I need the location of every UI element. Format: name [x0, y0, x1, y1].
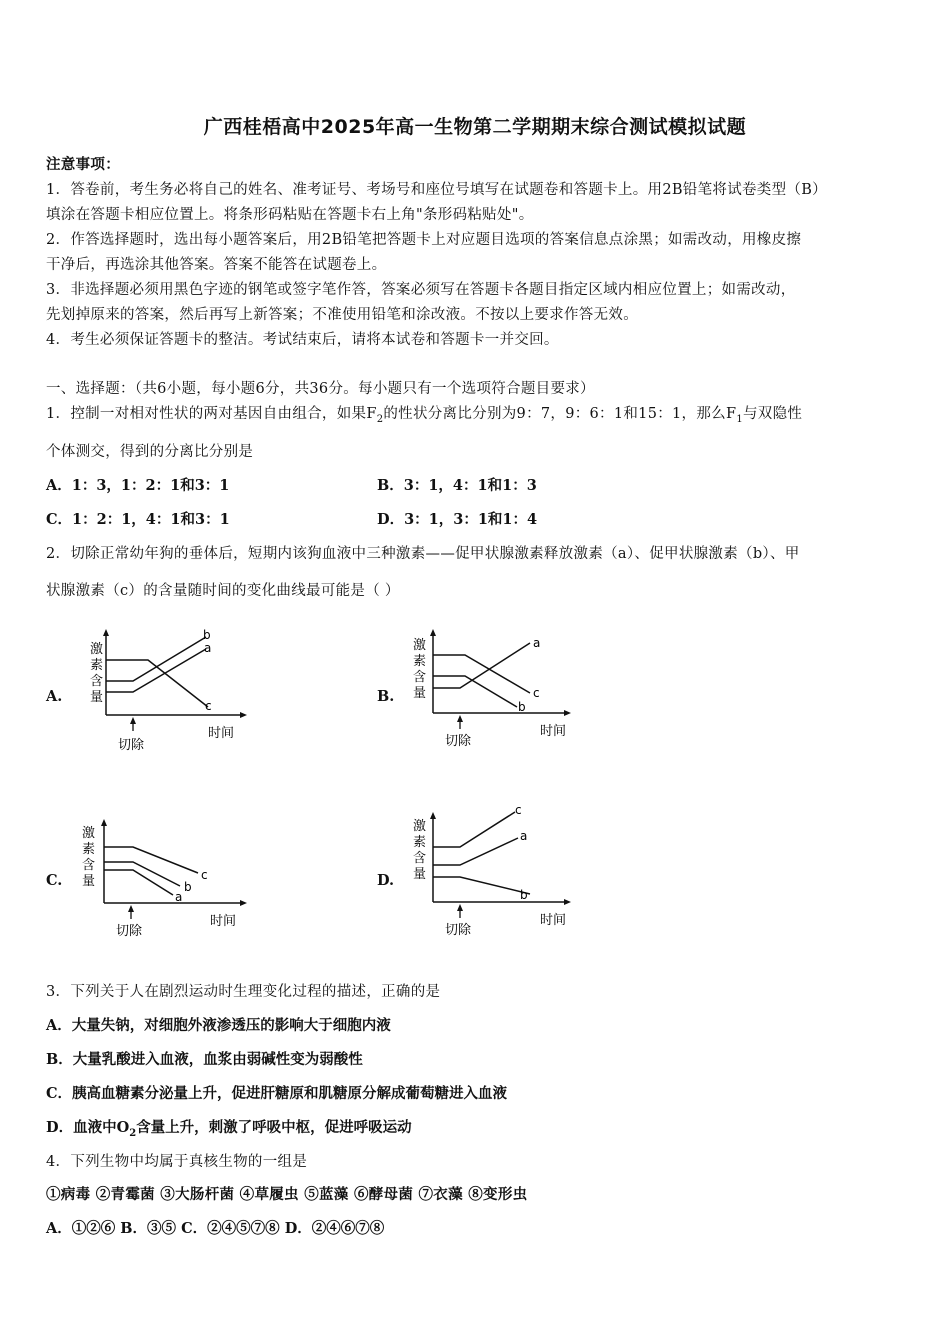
y-label-char: 含 — [413, 851, 427, 866]
q1-option-d[interactable]: D．3：1，3：1和1：4 — [377, 511, 538, 528]
y-label-char: 素 — [413, 835, 427, 850]
q3-option-c[interactable]: C．胰高血糖素分泌量上升，促进肝糖原和肌糖原分解成葡萄糖进入血液 — [46, 1085, 508, 1102]
notice-line: 4．考生必须保证答题卡的整洁。考试结束后，请将本试卷和答题卡一并交回。 — [46, 332, 559, 348]
cut-label: 切除 — [118, 738, 145, 753]
q2-option-b[interactable]: B. — [377, 688, 395, 705]
cut-label: 切除 — [116, 924, 143, 939]
q2-option-a[interactable]: A. — [46, 688, 63, 705]
chart-d — [405, 800, 585, 949]
notice-line: 先划掉原来的答案，然后再写上新答案；不准使用铅笔和涂改液。不按以上要求作答无效。 — [46, 307, 638, 323]
curve-a — [433, 838, 518, 865]
x-label: 时间 — [540, 724, 567, 739]
y-axis-arrow — [430, 629, 436, 636]
y-label-char: 素 — [82, 842, 96, 857]
q3-option-d[interactable]: D．血液中$O_2$含量上升，刺激了呼吸中枢，促进呼吸运动 — [46, 1119, 412, 1139]
y-label-char: 量 — [413, 867, 427, 882]
y-label-char: 激 — [413, 819, 427, 834]
y-label-char: 含 — [413, 670, 427, 685]
y-label-char: 素 — [413, 654, 427, 669]
curve-b — [106, 637, 206, 681]
q2-option-c[interactable]: C. — [46, 872, 63, 889]
curve-b — [433, 877, 530, 894]
q1-option-b[interactable]: B．3：1，4：1和1：3 — [377, 477, 537, 494]
y-label-char: 素 — [90, 658, 104, 673]
x-label: 时间 — [208, 726, 235, 741]
cut-label: 切除 — [445, 734, 472, 749]
curve-label-a: a — [533, 636, 541, 650]
cut-arrow-head — [130, 717, 136, 724]
y-label-char: 激 — [82, 826, 96, 841]
x-axis-arrow — [564, 899, 571, 905]
question-2-stem: 2．切除正常幼年狗的垂体后，短期内该狗血液中三种激素——促甲状腺激素释放激素（a）、促甲状腺激素（b）、甲 — [46, 546, 800, 562]
q1-option-a[interactable]: A．1：3，1：2：1和3：1 — [46, 477, 230, 494]
q3-option-b[interactable]: B．大量乳酸进入血液，血浆由弱碱性变为弱酸性 — [46, 1051, 363, 1068]
curve-label-a: a — [175, 890, 183, 904]
curve-label-b: b — [520, 888, 528, 902]
chart-b — [405, 625, 585, 764]
question-4-items: ①病毒 ②青霉菌 ③大肠杆菌 ④草履虫 ⑤蓝藻 ⑥酵母菌 ⑦衣藻 ⑧变形虫 — [46, 1186, 528, 1203]
curve-label-c: c — [533, 686, 540, 700]
cut-arrow-head — [128, 905, 134, 912]
y-label-char: 量 — [90, 690, 104, 705]
y-axis-arrow — [430, 812, 436, 819]
curve-c — [104, 847, 198, 873]
curve-label-c: c — [205, 699, 212, 713]
curve-a — [106, 649, 206, 692]
curve-label-b: b — [203, 628, 211, 642]
curve-label-b: b — [518, 700, 526, 714]
notice-line: 3．非选择题必须用黑色字迹的钢笔或签字笔作答，答案必须写在答题卡各题目指定区域内相应位置上；如需改动， — [46, 282, 796, 298]
y-label-char: 含 — [82, 858, 96, 873]
notice-line: 1．答卷前，考生务必将自己的姓名、准考证号、考场号和座位号填写在试题卷和答题卡上。用2B铅笔将试卷类型（B） — [46, 182, 827, 198]
question-1-stem-2: 个体测交，得到的分离比分别是 — [46, 444, 254, 460]
section-heading: 一、选择题：（共6小题，每小题6分，共36分。每小题只有一个选项符合题目要求） — [46, 381, 595, 397]
x-label: 时间 — [540, 913, 567, 928]
question-4-stem: 4．下列生物中均属于真核生物的一组是 — [46, 1154, 308, 1170]
notice-heading: 注意事项： — [46, 156, 120, 173]
q1-option-c[interactable]: C．1：2：1，4：1和3：1 — [46, 511, 230, 528]
question-2-stem-2: 状腺激素（c）的含量随时间的变化曲线最可能是（ ） — [46, 583, 400, 599]
notice-line: 2．作答选择题时，选出每小题答案后，用2B铅笔把答题卡上对应题目选项的答案信息点涂黑；如需改动，用橡皮擦 — [46, 232, 802, 248]
y-label-char: 量 — [82, 874, 96, 889]
y-axis-arrow — [101, 819, 107, 826]
q2-option-d[interactable]: D. — [377, 872, 395, 889]
x-axis-arrow — [240, 900, 247, 906]
curve-b — [433, 676, 517, 707]
curve-b — [104, 862, 180, 886]
y-label-char: 激 — [90, 642, 104, 657]
cut-label: 切除 — [445, 923, 472, 938]
chart-c — [78, 815, 258, 949]
question-1-stem: 1．控制一对相对性状的两对基因自由组合，如果$F_2$的性状分离比分别为9：7，9：6：1和15：1，那么$F_1$与双隐性 — [46, 406, 803, 425]
curve-label-a: a — [204, 641, 212, 655]
curve-label-a: a — [520, 829, 528, 843]
y-label-char: 激 — [413, 638, 427, 653]
x-axis-arrow — [240, 712, 247, 718]
question-3-stem: 3．下列关于人在剧烈运动时生理变化过程的描述，正确的是 — [46, 984, 441, 1000]
curve-a — [104, 870, 173, 895]
cut-arrow-head — [457, 715, 463, 722]
page-title: 广西桂梧高中2025年高一生物第二学期期末综合测试模拟试题 — [203, 116, 747, 138]
q4-options[interactable]: A．①②⑥ B．③⑤ C．②④⑤⑦⑧ D．②④⑥⑦⑧ — [46, 1220, 385, 1237]
y-label-char: 含 — [90, 674, 104, 689]
y-axis-arrow — [103, 629, 109, 636]
q3-option-a[interactable]: A．大量失钠，对细胞外液渗透压的影响大于细胞内液 — [46, 1017, 391, 1034]
y-label-char: 量 — [413, 686, 427, 701]
curve-label-c: c — [515, 803, 522, 817]
cut-arrow-head — [457, 904, 463, 911]
curve-label-c: c — [201, 868, 208, 882]
chart-a — [78, 625, 258, 764]
x-label: 时间 — [210, 914, 237, 929]
notice-line: 填涂在答题卡相应位置上。将条形码粘贴在答题卡右上角"条形码粘贴处"。 — [46, 207, 534, 223]
x-axis-arrow — [564, 710, 571, 716]
curve-c — [433, 812, 515, 847]
notice-line: 干净后，再选涂其他答案。答案不能答在试题卷上。 — [46, 257, 387, 273]
curve-label-b: b — [184, 880, 192, 894]
